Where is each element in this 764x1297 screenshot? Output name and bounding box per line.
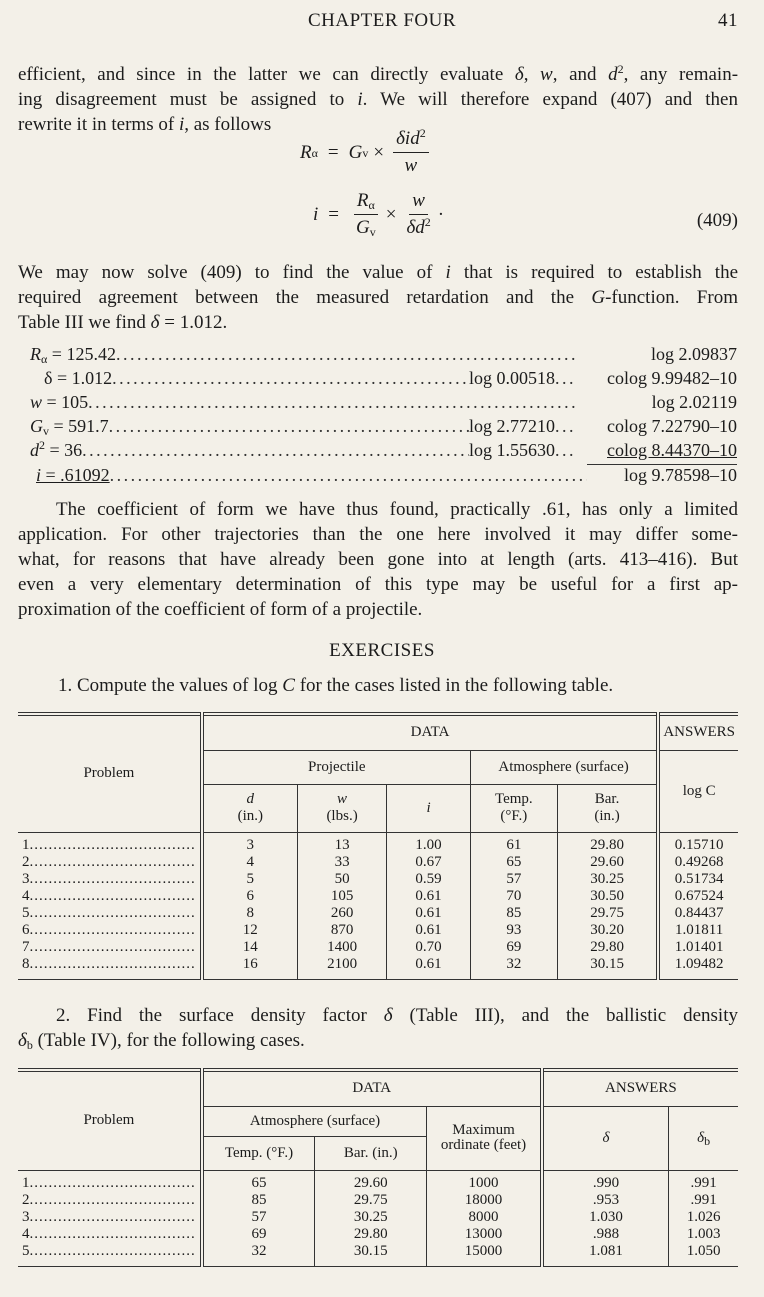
- eq-equals: =: [328, 203, 339, 225]
- eq-equals: =: [327, 141, 339, 163]
- italic-symbol: w: [30, 392, 43, 412]
- problem-number: 4 .....: [18, 888, 202, 905]
- italic-symbol: G: [30, 416, 43, 436]
- table-row: [18, 1170, 738, 1192]
- table-row: [18, 888, 738, 905]
- paragraph-3: [18, 497, 738, 622]
- col-label: Temp.: [494, 791, 533, 807]
- cell-delta-b: 1.003: [669, 1226, 738, 1243]
- cell-i: 0.70: [387, 939, 471, 956]
- cell-delta: 1.030: [542, 1209, 669, 1226]
- cell-log-c: 1.01811: [658, 922, 738, 939]
- cell-temp: 69: [202, 1226, 315, 1243]
- equation-number: (409): [696, 210, 738, 231]
- cell-d: 4: [202, 854, 298, 871]
- log-row: [30, 440, 737, 464]
- text-run: (Table III), and the ballistic density: [392, 1005, 738, 1026]
- denominator: δd: [406, 217, 425, 238]
- cell-i: 0.67: [387, 854, 471, 871]
- table-row: [18, 922, 738, 939]
- header-answers: ANSWERS: [542, 1070, 738, 1106]
- colog-value: colog 8.44370–10: [607, 440, 737, 460]
- text-run: The coefficient of form we have thus found, practically .61, has only a limited: [56, 499, 738, 520]
- text-run: = .61092: [41, 465, 110, 485]
- header-answers: ANSWERS: [658, 714, 738, 750]
- eq-subscript: α: [368, 198, 375, 212]
- cell-temp: 32: [202, 1243, 315, 1267]
- problem-number: 3 .....: [18, 1209, 202, 1226]
- col-subscript: b: [704, 1133, 711, 1148]
- italic-symbol: w: [540, 64, 553, 85]
- col-problem: Problem: [18, 714, 202, 832]
- col-unit: (lbs.): [326, 808, 358, 824]
- text-run: = 591.7: [49, 416, 109, 436]
- text-run: even a very elementary determination of this type may be useful for a first ap-: [18, 574, 738, 595]
- cell-bar: 29.80: [557, 939, 658, 956]
- cell-delta-b: .991: [669, 1192, 738, 1209]
- dot-leader: [555, 416, 577, 437]
- text-run: 2. Find the surface density factor: [56, 1005, 384, 1026]
- text-run: = 1.012.: [159, 312, 228, 333]
- col-temp: [470, 784, 557, 832]
- col-temp: Temp. (°F.): [202, 1136, 315, 1170]
- col-delta-b: [669, 1106, 738, 1170]
- fraction: [393, 128, 429, 177]
- log-quantity: [30, 392, 88, 413]
- colog-value: colog 7.22790–10: [607, 416, 737, 436]
- italic-symbol: i: [445, 262, 451, 283]
- cell-temp: 65: [202, 1170, 315, 1192]
- log-row: [30, 368, 737, 392]
- text-run: 1. Compute the values of log: [58, 675, 283, 696]
- italic-symbol: i: [36, 465, 42, 485]
- col-unit: (in.): [594, 808, 620, 824]
- problem-number: 2 .....: [18, 854, 202, 871]
- text-line: [18, 547, 738, 572]
- cell-log-c: 0.51734: [658, 871, 738, 888]
- italic-symbol: δ: [150, 312, 160, 333]
- cell-delta: .990: [542, 1170, 669, 1192]
- italic-symbol: i: [357, 89, 363, 110]
- col-label: δ: [602, 1129, 610, 1146]
- header-atmosphere: Atmosphere (surface): [202, 1106, 427, 1136]
- cell-temp: 70: [470, 888, 557, 905]
- dot-leader: [88, 392, 577, 413]
- cell-delta-b: 1.026: [669, 1209, 738, 1226]
- cell-w: 33: [297, 854, 386, 871]
- cell-temp: 85: [202, 1192, 315, 1209]
- logarithm-computation: [30, 344, 737, 488]
- text-run: (Table IV), for the following cases.: [32, 1030, 305, 1051]
- text-run: We may now solve (409) to find the value of: [18, 262, 446, 283]
- eq-dot: ·: [437, 203, 445, 225]
- cell-w: 105: [297, 888, 386, 905]
- italic-symbol: δ: [383, 1005, 393, 1026]
- italic-symbol: d: [608, 64, 618, 85]
- cell-w: 260: [297, 905, 386, 922]
- log-value: log 9.78598–10: [587, 464, 737, 486]
- table-row: [18, 1192, 738, 1209]
- log-quantity: [30, 465, 110, 486]
- paragraph-1: [18, 62, 738, 137]
- problem-number: 6 .....: [18, 922, 202, 939]
- col-label: d: [246, 791, 255, 807]
- cell-i: 0.59: [387, 871, 471, 888]
- cell-bar: 29.75: [557, 905, 658, 922]
- col-label: δ: [697, 1129, 705, 1146]
- cell-max-ordinate: 8000: [427, 1209, 542, 1226]
- cell-bar: 29.80: [315, 1226, 427, 1243]
- header-data: DATA: [202, 1070, 542, 1106]
- header-atmosphere: Atmosphere (surface): [470, 750, 658, 784]
- col-unit: (°F.): [500, 808, 528, 824]
- cell-temp: 57: [470, 871, 557, 888]
- eq-symbol: G: [348, 141, 363, 163]
- exercise-2-table: [18, 1068, 738, 1267]
- numerator: w: [412, 190, 425, 211]
- cell-temp: 93: [470, 922, 557, 939]
- col-problem: Problem: [18, 1070, 202, 1170]
- cell-bar: 29.75: [315, 1192, 427, 1209]
- text-run: ing disagreement must be assigned to: [18, 89, 358, 110]
- table-row: [18, 871, 738, 888]
- cell-i: 0.61: [387, 905, 471, 922]
- log-value: log 2.77210: [468, 416, 555, 436]
- cell-log-c: 0.67524: [658, 888, 738, 905]
- cell-i: 0.61: [387, 922, 471, 939]
- cell-bar: 29.60: [557, 854, 658, 871]
- cell-bar: 30.15: [315, 1243, 427, 1267]
- text-run: = 105: [42, 392, 89, 412]
- cell-d: 8: [202, 905, 298, 922]
- log-row: [30, 416, 737, 440]
- eq-superscript: 2: [424, 215, 431, 229]
- col-log-c: [658, 750, 738, 832]
- text-run: that is required to establish the: [450, 262, 739, 283]
- col-i: [387, 784, 471, 832]
- colog-value: colog 9.99482–10: [607, 368, 737, 388]
- cell-d: 6: [202, 888, 298, 905]
- text-run: efficient, and since in the latter we can directly evaluate: [18, 64, 515, 85]
- fraction: [403, 190, 433, 239]
- problem-number: 4 .....: [18, 1226, 202, 1243]
- text-run: required agreement between the measured retardation and the: [18, 287, 592, 308]
- col-label: w: [337, 791, 348, 807]
- cell-bar: 30.20: [557, 922, 658, 939]
- dot-leader: [555, 440, 577, 461]
- cell-w: 50: [297, 871, 386, 888]
- cell-d: 14: [202, 939, 298, 956]
- italic-symbol: C: [282, 675, 295, 696]
- text-run: δ = 1.012: [44, 368, 113, 388]
- text-run: , any remain-: [623, 64, 739, 85]
- table-row: [18, 939, 738, 956]
- log-value: log 0.00518: [468, 368, 555, 388]
- table-row: [18, 1209, 738, 1226]
- col-label: Bar.: [594, 791, 620, 807]
- log-quantity: [30, 416, 109, 437]
- dot-leader: [109, 416, 469, 437]
- text-run: application. For other trajectories than the one here involved it may differ some-: [18, 524, 738, 545]
- text-line: [18, 597, 738, 622]
- cell-w: 870: [297, 922, 386, 939]
- exercises-heading: EXERCISES: [329, 640, 435, 661]
- text-line: [18, 260, 738, 285]
- table-row: [18, 905, 738, 922]
- text-run: ,: [523, 64, 541, 85]
- log-value: log 1.55630: [468, 440, 555, 460]
- text-run: = 125.42: [47, 344, 116, 364]
- cell-d: 5: [202, 871, 298, 888]
- cell-delta: 1.081: [542, 1243, 669, 1267]
- denominator: w: [404, 155, 418, 176]
- eq-subscript: v: [369, 225, 376, 239]
- log-quantity: [30, 440, 82, 461]
- table-row: [18, 854, 738, 871]
- text-run: = 36: [45, 440, 83, 460]
- cell-max-ordinate: 1000: [427, 1170, 542, 1192]
- cell-d: 16: [202, 956, 298, 980]
- cell-log-c: 0.49268: [658, 854, 738, 871]
- cell-bar: 30.50: [557, 888, 658, 905]
- text-line: [18, 572, 738, 597]
- paragraph-2: [18, 260, 738, 335]
- col-label: i: [426, 799, 431, 816]
- cell-max-ordinate: 13000: [427, 1226, 542, 1243]
- cell-i: 1.00: [387, 832, 471, 854]
- cell-temp: 85: [470, 905, 557, 922]
- cell-log-c: 0.84437: [658, 905, 738, 922]
- text-line: [18, 522, 738, 547]
- text-run: , and: [552, 64, 609, 85]
- text-run: proximation of the coefficient of form of a projectile.: [18, 599, 423, 620]
- col-unit: (in.): [237, 808, 264, 824]
- header-data: DATA: [202, 714, 659, 750]
- italic-symbol: i: [178, 114, 185, 135]
- cell-temp: 65: [470, 854, 557, 871]
- col-w: [297, 784, 386, 832]
- table-row: [18, 956, 738, 980]
- text-run: rewrite it in terms of: [18, 114, 179, 135]
- exercise-1: [58, 673, 738, 698]
- table-row: [18, 832, 738, 854]
- eq-symbol: i: [313, 203, 319, 225]
- cell-delta: .988: [542, 1226, 669, 1243]
- cell-log-c: 0.15710: [658, 832, 738, 854]
- italic-symbol: δ: [514, 64, 524, 85]
- subscript: v: [43, 424, 49, 438]
- cell-max-ordinate: 15000: [427, 1243, 542, 1267]
- cell-bar: 29.60: [315, 1170, 427, 1192]
- cell-w: 1400: [297, 939, 386, 956]
- cell-temp: 61: [470, 832, 557, 854]
- cell-i: 0.61: [387, 888, 471, 905]
- cell-d: 12: [202, 922, 298, 939]
- col-max-ordinate: Maximum ordinate (feet): [427, 1106, 542, 1170]
- problem-number: 3 .....: [18, 871, 202, 888]
- dot-leader: [555, 368, 577, 389]
- cell-log-c: 1.01401: [658, 939, 738, 956]
- problem-number: 2 .....: [18, 1192, 202, 1209]
- log-row: [30, 344, 737, 368]
- cell-bar: 30.15: [557, 956, 658, 980]
- exercise-2: [18, 1003, 738, 1053]
- running-head: CHAPTER FOUR: [308, 10, 456, 31]
- cell-bar: 30.25: [557, 871, 658, 888]
- text-line: [18, 497, 738, 522]
- log-quantity: [30, 368, 112, 389]
- text-run: . We will therefore expand (407) and then: [362, 89, 738, 110]
- cell-log-c: 1.09482: [658, 956, 738, 980]
- cell-bar: 30.25: [315, 1209, 427, 1226]
- problem-number: 7 .....: [18, 939, 202, 956]
- cell-i: 0.61: [387, 956, 471, 980]
- subscript: α: [41, 352, 48, 366]
- cell-temp: 57: [202, 1209, 315, 1226]
- dot-leader: [82, 440, 469, 461]
- equation-409: [313, 190, 444, 239]
- text-run: -function. From: [605, 287, 738, 308]
- dot-leader: [112, 368, 469, 389]
- dot-leader: [110, 465, 587, 486]
- text-run: Table III we find: [18, 312, 151, 333]
- cell-delta: .953: [542, 1192, 669, 1209]
- italic-symbol: δ: [18, 1030, 27, 1051]
- problem-number: 1 .....: [18, 832, 202, 854]
- log-value: log 2.02119: [651, 392, 737, 412]
- cell-w: 2100: [297, 956, 386, 980]
- cell-max-ordinate: 18000: [427, 1192, 542, 1209]
- superscript: 2: [39, 438, 45, 452]
- cell-temp: 69: [470, 939, 557, 956]
- col-d: [202, 784, 298, 832]
- fraction: [353, 190, 379, 239]
- text-line: [18, 87, 738, 112]
- problem-number: 5 .....: [18, 1243, 202, 1267]
- eq-times: ×: [385, 203, 397, 225]
- text-line: [58, 673, 738, 698]
- subscript: b: [26, 1038, 33, 1052]
- numerator: R: [356, 190, 369, 211]
- eq-symbol: R: [300, 141, 312, 163]
- col-delta: [542, 1106, 669, 1170]
- eq-superscript: 2: [419, 126, 426, 140]
- dot-leader: [116, 344, 577, 365]
- table-row: [18, 1243, 738, 1267]
- exercise-1-table: [18, 712, 738, 980]
- log-quantity: [30, 344, 116, 365]
- log-row: [30, 392, 737, 416]
- numerator: δid: [396, 128, 420, 149]
- col-bar: [557, 784, 658, 832]
- italic-symbol: d: [30, 440, 39, 460]
- cell-delta-b: 1.050: [669, 1243, 738, 1267]
- problem-number: 1 .....: [18, 1170, 202, 1192]
- text-run: for the cases listed in the following table.: [294, 675, 614, 696]
- text-run: what, for reasons that have already been gone into at length (arts. 413–416). But: [18, 549, 738, 570]
- equation-407-expanded: R α = G v × $\frac{\delta id^2}{w}$: [300, 128, 433, 177]
- log-value: log 2.09837: [650, 344, 737, 364]
- denominator: G: [356, 217, 370, 238]
- italic-symbol: R: [30, 344, 41, 364]
- text-line: [18, 1003, 738, 1028]
- problem-number: 8 .....: [18, 956, 202, 980]
- cell-delta-b: .991: [669, 1170, 738, 1192]
- eq-times: ×: [373, 141, 385, 163]
- text-line: [18, 285, 738, 310]
- italic-symbol: G: [591, 287, 606, 308]
- page-number: 41: [718, 10, 738, 31]
- cell-w: 13: [297, 832, 386, 854]
- table-row: [18, 1226, 738, 1243]
- cell-d: 3: [202, 832, 298, 854]
- problem-number: 5 .....: [18, 905, 202, 922]
- col-label: log C: [682, 782, 716, 799]
- superscript: 2: [617, 62, 624, 76]
- cell-bar: 29.80: [557, 832, 658, 854]
- text-line: [18, 62, 738, 87]
- text-line: [18, 1028, 738, 1053]
- cell-temp: 32: [470, 956, 557, 980]
- text-line: [18, 310, 738, 335]
- log-row: [30, 464, 737, 488]
- header-projectile: Projectile: [202, 750, 471, 784]
- text-run: , as follows: [184, 114, 272, 135]
- col-bar: Bar. (in.): [315, 1136, 427, 1170]
